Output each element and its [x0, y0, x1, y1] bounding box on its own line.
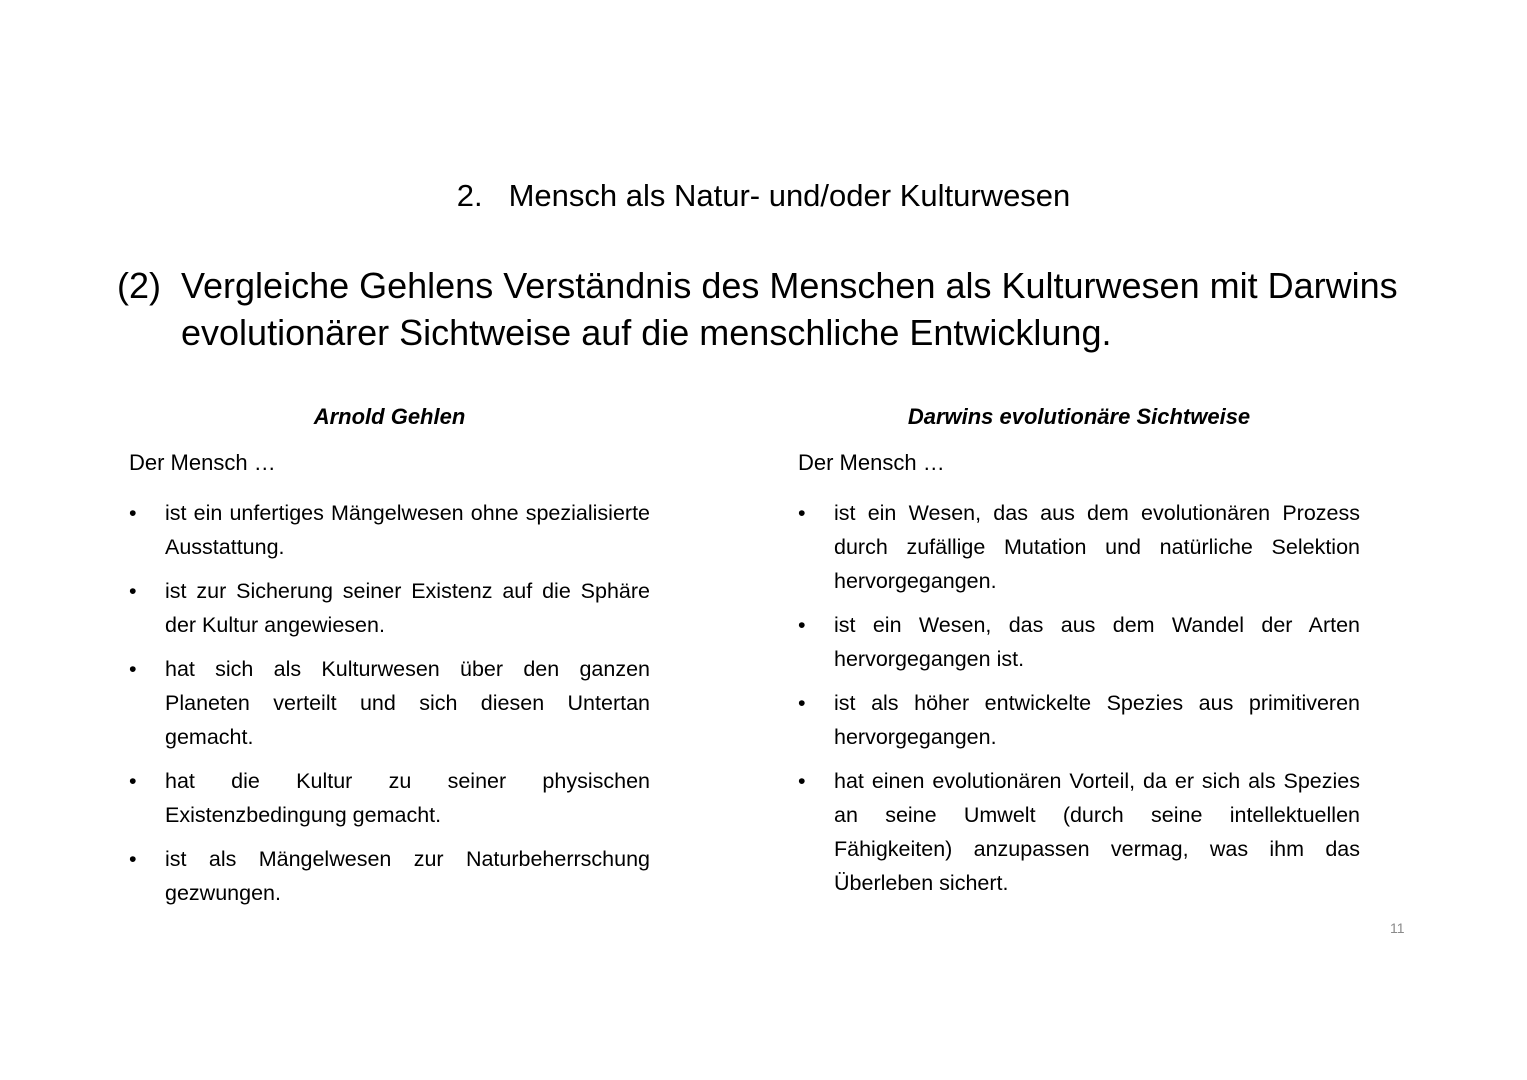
- bullet-icon: •: [798, 691, 806, 715]
- bullet-icon: •: [129, 501, 137, 525]
- task-heading: [117, 262, 1437, 356]
- bullet-icon: •: [129, 579, 137, 603]
- column-heading: Darwins evolutionäre Sichtweise: [907, 404, 1251, 429]
- list-item: • hat die Kultur zu seiner physischen Existenzbedingung gemacht.: [129, 764, 650, 832]
- task-label: (2): [117, 265, 161, 306]
- section-title: [0, 178, 1527, 214]
- section-number: 2.: [456, 178, 483, 213]
- bullet-icon: •: [798, 613, 806, 637]
- list-item: • ist ein Wesen, das aus dem evolutionären Prozess durch zufällige Mutation und natürliche Selektion hervorgegangen.: [798, 496, 1360, 598]
- list-item: • ist als höher entwickelte Spezies aus primitiveren hervorgegangen.: [798, 686, 1360, 754]
- list-item: • ist ein Wesen, das aus dem Wandel der Arten hervorgegangen ist.: [798, 608, 1360, 676]
- bullet-icon: •: [129, 769, 137, 793]
- list-item: • ist zur Sicherung seiner Existenz auf die Sphäre der Kultur angewiesen.: [129, 574, 650, 642]
- column-intro: Der Mensch …: [129, 450, 276, 475]
- column-heading: Arnold Gehlen: [313, 404, 466, 429]
- list-item: • hat einen evolutionären Vorteil, da er sich als Spezies an seine Umwelt (durch seine intellektuellen Fähigkeiten) anzupassen vermag, was ihm das Überleben sichert.: [798, 764, 1360, 900]
- bullet-icon: •: [798, 769, 806, 793]
- column-intro: Der Mensch …: [798, 450, 945, 475]
- list-item: • hat sich als Kulturwesen über den ganzen Planeten verteilt und sich diesen Untertan gemacht.: [129, 652, 650, 754]
- task-text: Vergleiche Gehlens Verständnis des Menschen als Kulturwesen mit Darwins evolutionärer Sichtweise auf die menschliche Entwicklung.: [181, 265, 1398, 353]
- section-title-text: Mensch als Natur- und/oder Kulturwesen: [508, 178, 1071, 213]
- bullet-list: [798, 496, 1360, 900]
- bullet-list: [129, 496, 650, 910]
- darwin-column: [798, 404, 1360, 910]
- page-number: 11: [1390, 920, 1405, 936]
- bullet-icon: •: [129, 657, 137, 681]
- list-item: • ist als Mängelwesen zur Naturbeherrschung gezwungen.: [129, 842, 650, 910]
- list-item: • ist ein unfertiges Mängelwesen ohne spezialisierte Ausstattung.: [129, 496, 650, 564]
- bullet-icon: •: [798, 501, 806, 525]
- bullet-icon: •: [129, 847, 137, 871]
- gehlen-column: [129, 404, 650, 920]
